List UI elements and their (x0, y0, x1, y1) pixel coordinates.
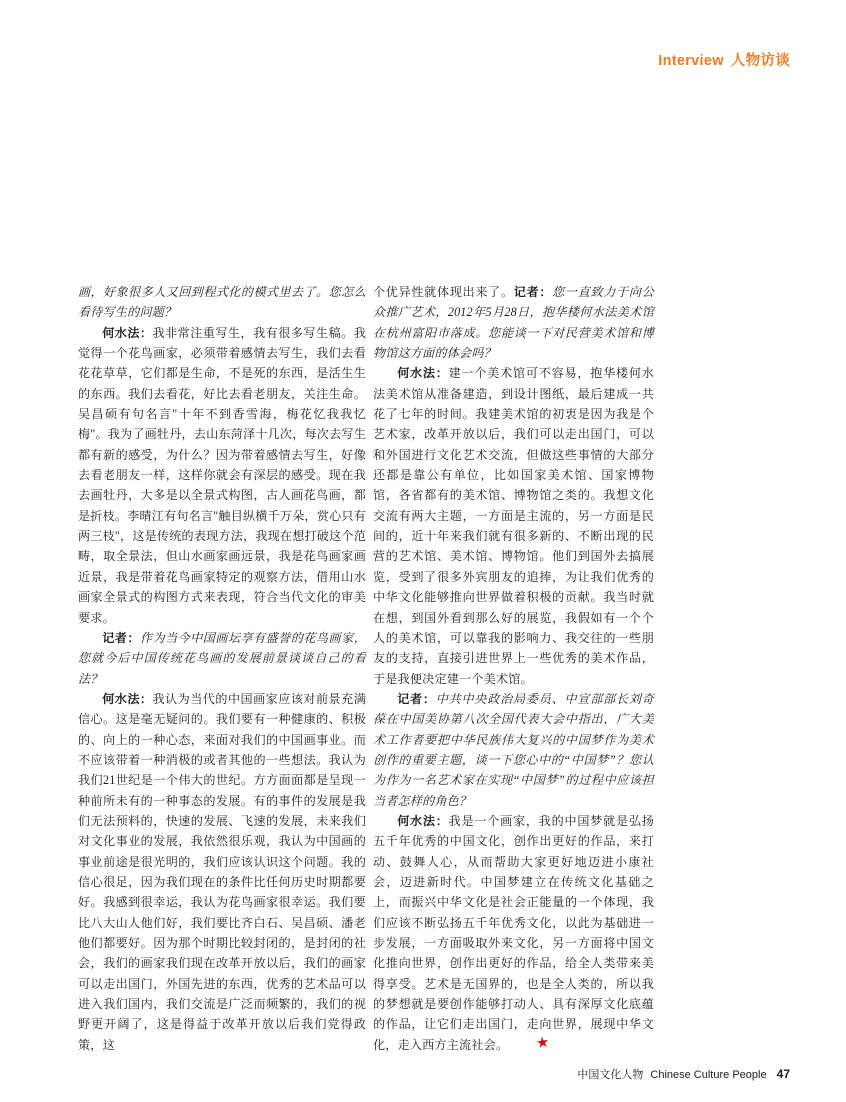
text-segment: 中共中央政治局委员、中宣部部长刘奇葆在中国美协第八次全国代表大会中指出，广大美术工作者要把中华民族伟大复兴的中国梦作为美术创作的重要主题，谈一下您心中的“中国梦”？您认为作为一名艺术家在实现“中国梦”的过程中应该担当者怎样的角色？ (373, 691, 654, 808)
section-title-cn: 人物访谈 (730, 53, 790, 69)
text-segment: 您一直致力于向公众推广艺术，2012年5月28日，抱华楼何水法美术馆在杭州富阳市落成。您能谈一下对民营美术馆和博物馆这方面的体会吗？ (373, 285, 654, 361)
text-segment: 我是一个画家，我的中国梦就是弘扬五千年优秀的中国文化，创作出更好的作品，来打动、鼓舞人心，从而帮助大家更好地迈进小康社会，迈进新时代。中国梦建立在传统文化基础之上，而振兴中华文化是社会正能量的一个体现，我们应该不断弘扬五千年优秀文化，以此为基础进一步发展，一方面吸取外来文化，另一方面将中国文化推向世界，创作出更好的作品，给全人类带来美得享受。艺术是无国界的，也是全人类的，所以我的梦想就是要创作能够打动人、具有深厚文化底蕴的作品，让它们走出国门，走向世界，展现中华文化，走入西方主流社会。 (373, 813, 654, 1052)
speaker-label: 记者： (513, 285, 553, 299)
page-footer (577, 1066, 790, 1082)
page-number: 47 (776, 1067, 790, 1081)
text-segment: 作为当今中国画坛享有盛誉的花鸟画家，您就今后中国传统花鸟画的发展前景谈谈自己的看法？ (78, 630, 366, 686)
text-segment: 画，好象很多人又回到程式化的模式里去了。您怎么看待写生的问题？ (78, 285, 366, 320)
speaker-label: 何水法： (397, 813, 449, 828)
section-header (658, 49, 790, 70)
speaker-label: 何水法： (397, 366, 449, 381)
speaker-label: 何水法： (102, 325, 153, 340)
journal-name-en: Chinese Culture People (650, 1069, 767, 1081)
speaker-label: 记者： (397, 691, 436, 706)
text-segment: 个优异性就体现出来了。 (373, 285, 514, 299)
journal-name-cn: 中国文化人物 (577, 1069, 644, 1081)
text-segment: 我非常注重写生，我有很多写生稿。我觉得一个花鸟画家，必须带着感情去写生，我们去看花花草草，它们都是生命，不是死的东西，是活生生的东西。我们去看花，好比去看老朋友，关注生命。吴昌硕有句名言"十年不到香雪海，梅花忆我我忆梅"。我为了画牡丹，去山东菏泽十几次，每次去写生都有新的感受，为什么？因为带着感情去写生，好像去看老朋友一样，这样你就会有深层的感受。现在我去画牡丹，大多是以全景式构图，古人画花鸟画，都是折枝。李晴江有句名言"触目纵横千万朵，赏心只有两三枝"，这是传统的表现方法，我现在想打破这个范畴，取全景法，但山水画家画远景，我是花鸟画家画近景，我是带着花鸟画家特定的观察方法，借用山水画家全景式的构图方式来表现，符合当代文化的审美要求。 (78, 325, 366, 625)
paragraph (78, 282, 366, 323)
end-star-icon: ★ (535, 1034, 551, 1052)
paragraph (78, 689, 366, 1055)
speaker-label: 记者： (102, 630, 140, 645)
paragraph (78, 323, 366, 628)
paragraph (373, 363, 654, 689)
paragraph (373, 689, 654, 811)
paragraph (78, 628, 366, 689)
column-right (373, 282, 654, 1055)
article-body (78, 282, 654, 1055)
section-title-en: Interview (658, 53, 724, 69)
column-left (78, 282, 366, 1055)
text-segment: 我认为当代的中国画家应该对前景充满信心。这是毫无疑问的。我们要有一种健康的、积极的、向上的一种心态，来面对我们的中国画事业。而不应该带着一种消极的或者其他的一些想法。我认为我们21世纪是一个伟大的世纪。方方面面都是呈现一种前所未有的一种事态的发展。有的事件的发展是我们无法预料的，快速的发展、飞速的发展，未来我们对文化事业的发展，我依然很乐观，我认为中国画的事业前途是很光明的，我们应该认识这个问题。我的信心很足，因为我们现在的条件比任何历史时期都要好。我感到很幸运，我认为花鸟画家很幸运。我们要比八大山人他们好，我们要比齐白石、吴昌硕、潘老他们都要好。因为那个时期比较封闭的，是封闭的社会，我们的画家我们现在改革开放以后，我们的画家可以走出国门，外国先进的东西，优秀的艺术品可以进入我们国内，我们交流是广泛而频繁的，我们的视野更开阔了，这是得益于改革开放以后我们党得政策，这 (78, 691, 366, 1052)
speaker-label: 何水法： (102, 691, 153, 706)
text-segment: 建一个美术馆可不容易，抱华楼何水法美术馆从准备建造，到设计图纸，最后建成一共花了七年的时间。我建美术馆的初衷是因为我是个艺术家，改革开放以后，我们可以走出国门，可以和外国进行文化艺术交流，但做这些事情的大部分还都是靠公有单位，比如国家美术馆、国家博物馆，各省都有的美术馆、博物馆之类的。我想文化交流有两大主题，一方面是主流的，另一方面是民间的，近十年来我们就有很多新的、不断出现的民营的艺术馆、美术馆、博物馆。他们到国外去搞展览，受到了很多外宾朋友的追捧，为让我们优秀的中华文化能够推向世界做着积极的贡献。我当时就在想，到国外看到那么好的展览，我假如有一个个人的美术馆，可以靠我的影响力、我交往的一些朋友的支持，直接引进世界上一些优秀的美术作品，于是我便决定建一个美术馆。 (373, 366, 654, 686)
paragraph (373, 282, 654, 363)
paragraph (373, 811, 654, 1055)
